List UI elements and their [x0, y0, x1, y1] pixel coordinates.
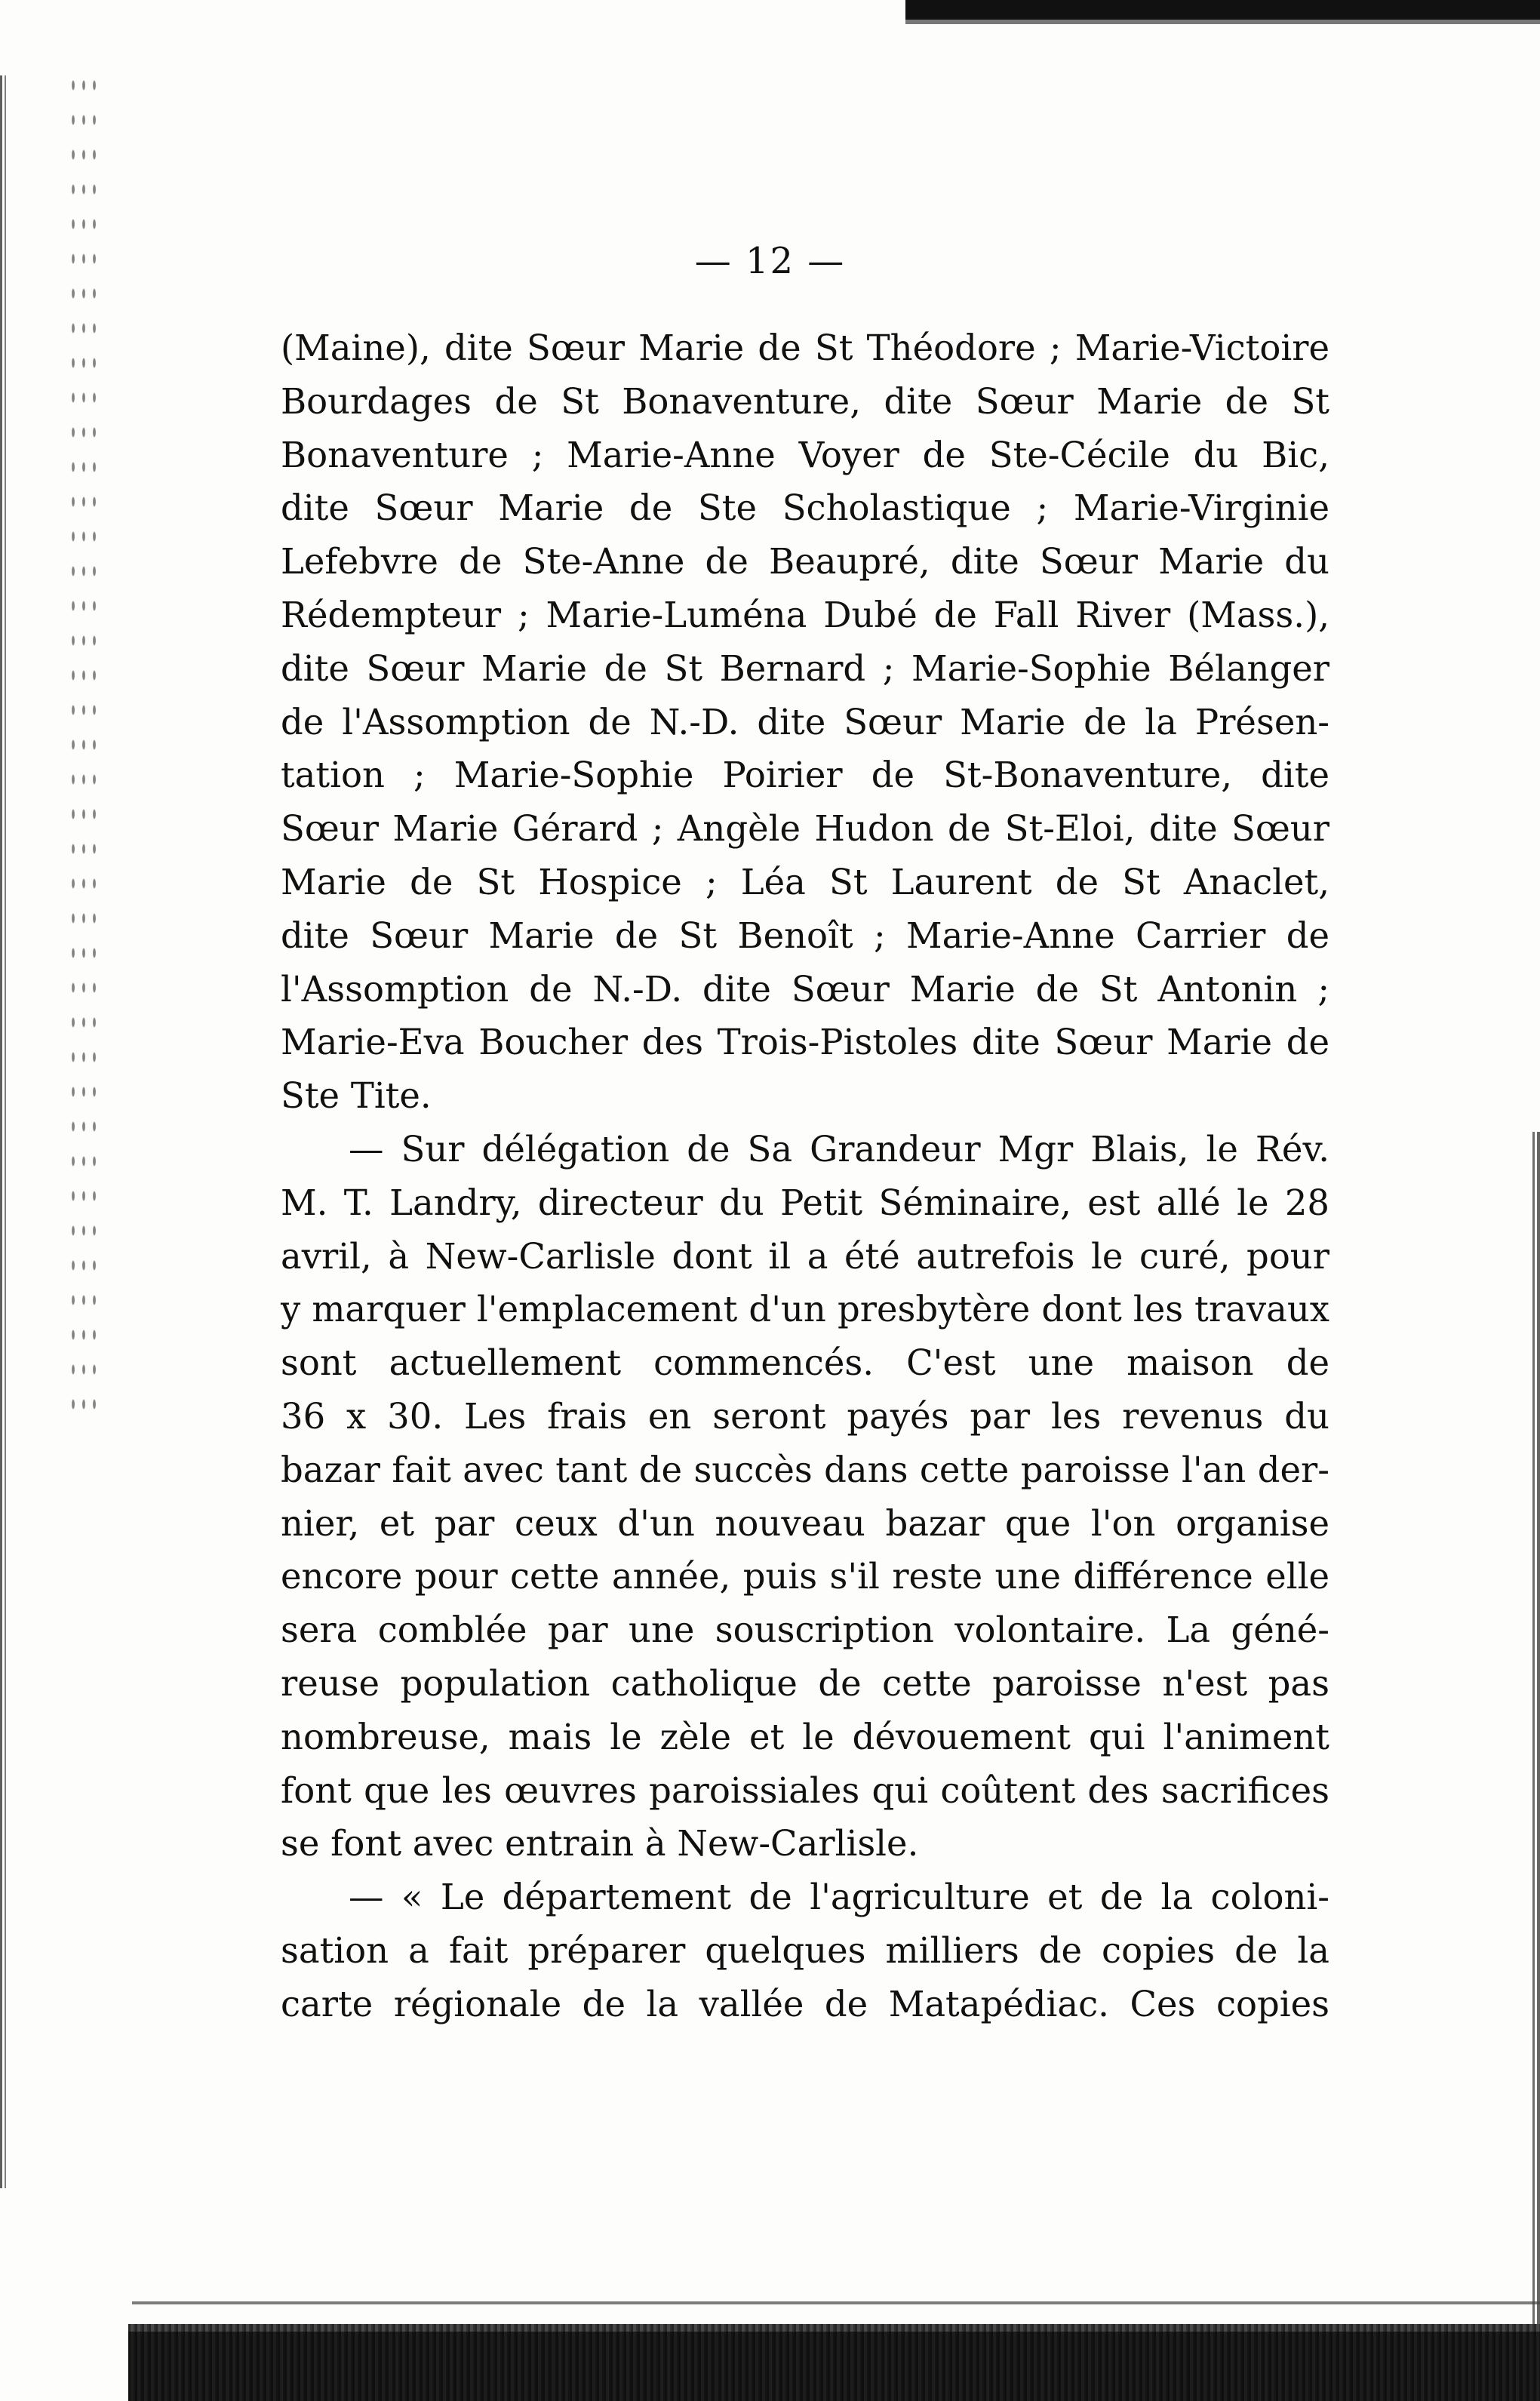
text-line: dite Sœur Marie de Ste Scholastique ; Marie-Virginie — [281, 487, 1329, 529]
text-line: nombreuse, mais le zèle et le dévouement qui l'animent — [281, 1716, 1329, 1757]
text-line: Bourdages de St Bonaventure, dite Sœur Marie de St — [281, 380, 1329, 422]
text-line: M. T. Landry, directeur du Petit Séminaire, est allé le 28 — [281, 1182, 1329, 1223]
text-line: Rédempteur ; Marie-Luména Dubé de Fall River (Mass.), — [281, 594, 1329, 635]
text-line: sation a fait préparer quelques milliers de copies de la — [281, 1929, 1329, 1971]
text-line: — Sur délégation de Sa Grandeur Mgr Blais, le Rév. — [349, 1128, 1329, 1170]
text-line: font que les œuvres paroissiales qui coûtent des sacrifices — [281, 1769, 1329, 1811]
text-line: sera comblée par une souscription volontaire. La géné- — [281, 1609, 1329, 1651]
text-line: carte régionale de la vallée de Matapédiac. Ces copies — [281, 1983, 1329, 2024]
text-line: avril, à New-Carlisle dont il a été autrefois le curé, pour — [281, 1235, 1329, 1277]
text-line: 36 x 30. Les frais en seront payés par les revenus du — [281, 1395, 1329, 1437]
page-number: — 12 — — [694, 240, 846, 282]
text-line: dite Sœur Marie de St Bernard ; Marie-Sophie Bélanger — [281, 647, 1329, 689]
text-line: l'Assomption de N.-D. dite Sœur Marie de St Antonin ; — [281, 968, 1329, 1010]
text-line: tation ; Marie-Sophie Poirier de St-Bonaventure, dite — [281, 755, 1329, 796]
text-line: encore pour cette année, puis s'il reste une différence elle — [281, 1556, 1329, 1597]
text-line: y marquer l'emplacement d'un presbytère dont les travaux — [281, 1289, 1329, 1330]
scan-edge-left — [0, 75, 9, 2188]
text-line: sont actuellement commencés. C'est une maison de — [281, 1342, 1329, 1384]
page-body-text — [281, 321, 1329, 2117]
text-line: Marie-Eva Boucher des Trois-Pistoles dite Sœur Marie de — [281, 1022, 1329, 1063]
text-line: reuse population catholique de cette paroisse n'est pas — [281, 1662, 1329, 1704]
text-line: Marie de St Hospice ; Léa St Laurent de St Anaclet, — [281, 861, 1329, 902]
text-line: Lefebvre de Ste-Anne de Beaupré, dite Sœur Marie du — [281, 541, 1329, 583]
text-line: bazar fait avec tant de succès dans cette paroisse l'an der- — [281, 1449, 1329, 1490]
scan-border-bottom — [128, 2324, 1540, 2401]
text-line: dite Sœur Marie de St Benoît ; Marie-Anne Carrier de — [281, 915, 1329, 956]
text-line: (Maine), dite Sœur Marie de St Théodore ; Marie-Victoire — [281, 327, 1329, 368]
text-line: de l'Assomption de N.-D. dite Sœur Marie de la Présen- — [281, 701, 1329, 742]
text-line: nier, et par ceux d'un nouveau bazar que l'on organise — [281, 1502, 1329, 1544]
text-line: Sœur Marie Gérard ; Angèle Hudon de St-Eloi, dite Sœur — [281, 808, 1329, 850]
text-line: se font avec entrain à New-Carlisle. — [281, 1823, 919, 1865]
text-line: — « Le département de l'agriculture et de la coloni- — [349, 1877, 1329, 1918]
scan-edge-right — [1529, 1132, 1540, 2401]
scan-line-bottom — [132, 2301, 1540, 2304]
scan-border-top — [905, 0, 1540, 33]
text-line: Ste Tite. — [281, 1075, 432, 1117]
text-line: Bonaventure ; Marie-Anne Voyer de Ste-Cécile du Bic, — [281, 434, 1329, 475]
